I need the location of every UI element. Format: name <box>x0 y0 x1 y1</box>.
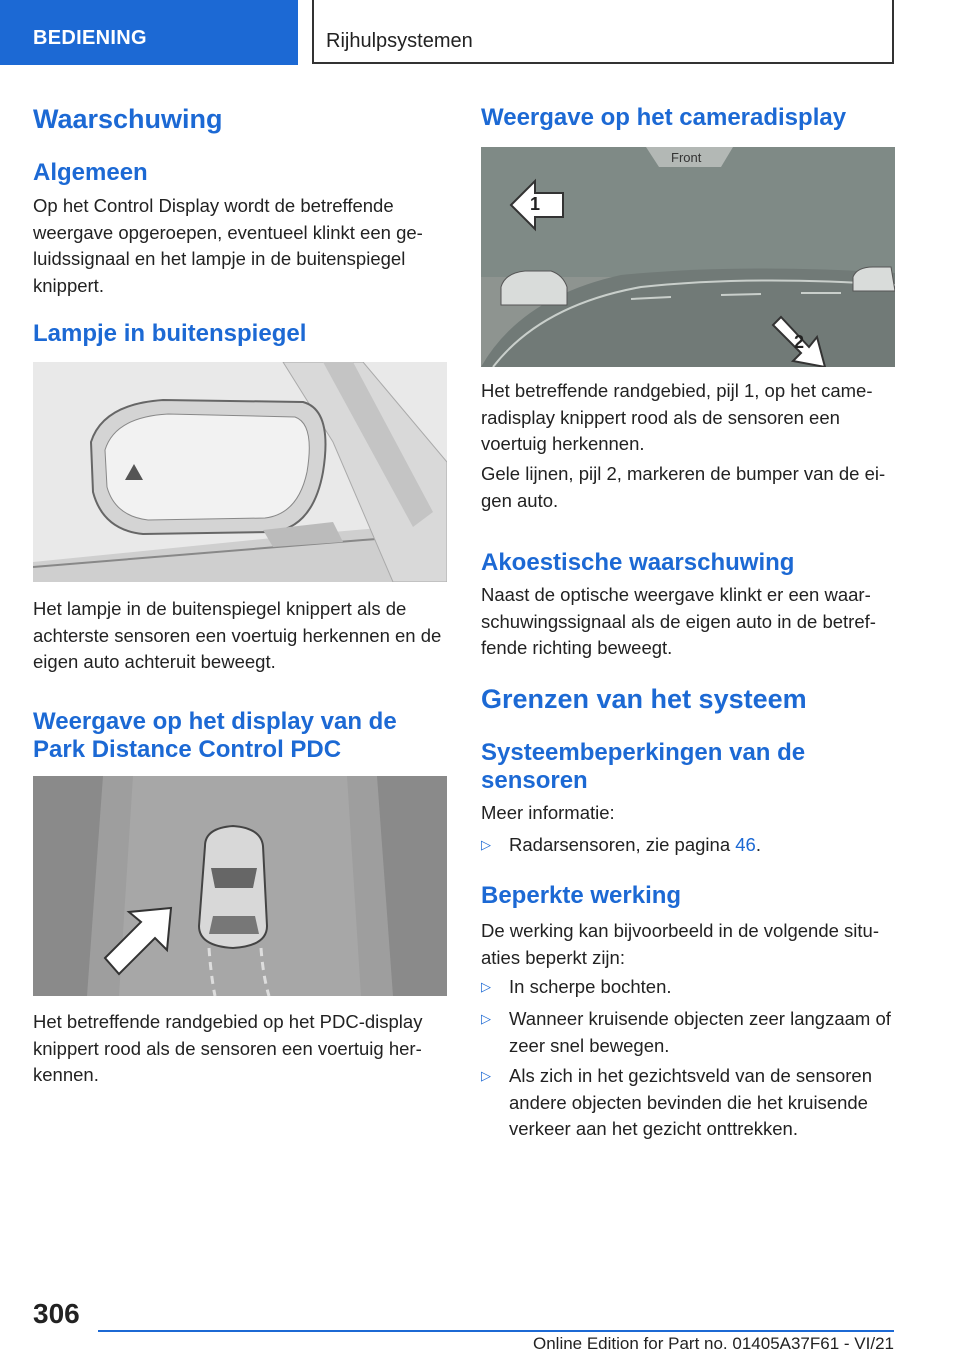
paragraph-lamp: Het lampje in de buitenspiegel knippert als de achterste sensoren een voertuig herkennen en de eigen auto achteruit beweegt. <box>33 598 442 672</box>
paragraph-acoustic: Naast de optische weergave klinkt er een waarschuwingssignaal als de eigen auto in de betreffende richting beweegt. <box>481 584 876 658</box>
page-number: 306 <box>33 1298 80 1329</box>
paragraph-pdc: Het betreffende randgebied op het PDC-display knippert rood als de sensoren een voertuig herkennen. <box>33 1011 423 1085</box>
heading-limited: Beperkte werking <box>481 882 682 909</box>
bullet-triangle-icon: ▷ <box>481 1011 491 1026</box>
bullet-radar-text: Radarsensoren, zie pagina <box>509 834 736 855</box>
header-chapter-box <box>312 0 894 64</box>
footer-divider <box>98 1330 894 1332</box>
header-section-label: BEDIENING <box>33 27 147 49</box>
camera-display-illustration <box>481 147 895 367</box>
paragraph-limited: De werking kan bijvoorbeeld in de volgende situaties beperkt zijn: <box>481 920 879 968</box>
bullet-triangle-icon: ▷ <box>481 837 491 852</box>
camera-arrow-2-label: 2 <box>794 332 805 352</box>
camera-front-label: Front <box>671 150 702 165</box>
page-link-46[interactable]: 46 <box>735 834 756 855</box>
bullet-triangle-icon: ▷ <box>481 979 491 994</box>
mirror-illustration <box>33 362 447 582</box>
paragraph-more-info: Meer informatie: <box>481 802 615 823</box>
heading-acoustic: Akoestische waarschuwing <box>481 549 795 576</box>
header-section-tab <box>0 0 298 65</box>
heading-pdc: Weergave op het display van de Park Distance Control PDC <box>33 708 397 763</box>
pdc-display-illustration <box>33 776 447 996</box>
heading-sensor-limits: Systeembeperkingen van de sensoren <box>481 739 806 794</box>
bullet-triangle-icon: ▷ <box>481 1068 491 1083</box>
heading-general: Algemeen <box>33 159 148 186</box>
heading-camera: Weergave op het cameradisplay <box>481 104 847 131</box>
footer-edition: Online Edition for Part no. 01405A37F61 - VI/21 <box>532 1334 894 1353</box>
heading-warning: Waarschuwing <box>33 104 223 134</box>
paragraph-camera-2: Gele lijnen, pijl 2, markeren de bumper van de eigen auto. <box>481 463 886 511</box>
paragraph-general: Op het Control Display wordt de betreffende weergave opgeroepen, eventueel klinkt een geluidssignaal en het lampje in de buitenspiegel knippert. <box>33 195 423 296</box>
header-chapter-label: Rijhulpsystemen <box>326 30 473 52</box>
heading-lamp: Lampje in buitenspiegel <box>33 320 307 347</box>
heading-limits: Grenzen van het systeem <box>481 684 807 714</box>
camera-arrow-1-label: 1 <box>530 194 541 214</box>
paragraph-camera-1: Het betreffende randgebied, pijl 1, op het cameradisplay knippert rood als de sensoren een voertuig herkennen. <box>481 380 873 454</box>
